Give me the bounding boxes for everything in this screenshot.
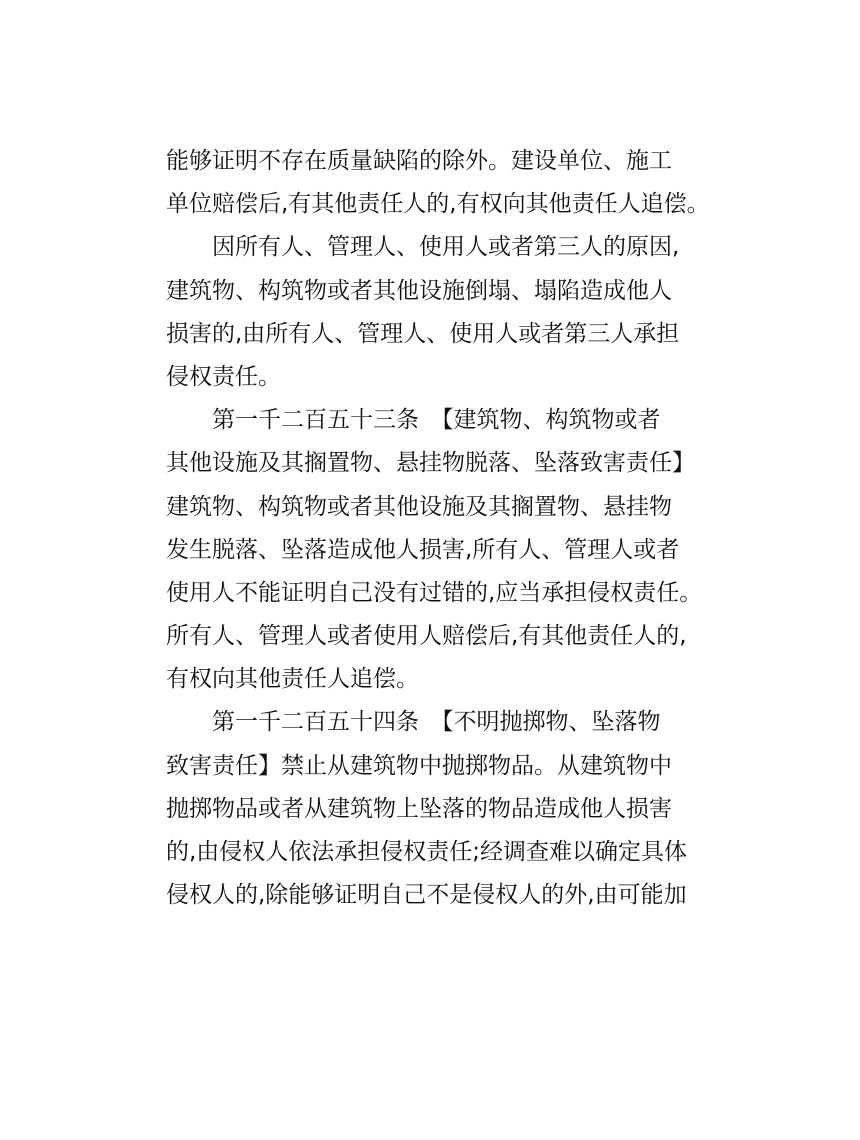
text-line: 建筑物、构筑物或者其他设施倒塌、塌陷造成他人: [166, 277, 672, 304]
document-body: [166, 140, 726, 917]
text-line: 能够证明不存在质量缺陷的除外。建设单位、施工: [166, 148, 672, 174]
text-line: 侵权人的,除能够证明自己不是侵权人的外,由可能加: [166, 882, 687, 909]
text-line: 致害责任】禁止从建筑物中抛掷物品。从建筑物中: [166, 752, 672, 779]
text-line: 其他设施及其搁置物、悬挂物脱落、坠落致害责任】: [166, 450, 695, 477]
text-line: 抛掷物品或者从建筑物上坠落的物品造成他人损害: [166, 795, 672, 822]
article-1253-heading-line: 第一千二百五十三条 【建筑物、构筑物或者: [212, 407, 661, 434]
text-line: 单位赔偿后,有其他责任人的,有权向其他责任人追偿。: [166, 191, 710, 218]
text-line: 损害的,由所有人、管理人、使用人或者第三人承担: [166, 320, 680, 347]
text-line: 侵权责任。: [166, 363, 281, 390]
article-1254-heading-line: 第一千二百五十四条 【不明抛掷物、坠落物: [212, 709, 661, 736]
text-line: 建筑物、构筑物或者其他设施及其搁置物、悬挂物: [166, 493, 672, 520]
paragraph-start-line: 因所有人、管理人、使用人或者第三人的原因,: [212, 234, 680, 261]
text-line: 发生脱落、坠落造成他人损害,所有人、管理人或者: [166, 536, 680, 563]
text-line: 的,由侵权人依法承担侵权责任;经调查难以确定具体: [166, 839, 688, 865]
text-line: 有权向其他责任人追偿。: [166, 666, 419, 693]
text-line: 所有人、管理人或者使用人赔偿后,有其他责任人的,: [166, 623, 687, 650]
text-line: 使用人不能证明自己没有过错的,应当承担侵权责任。: [166, 579, 703, 606]
